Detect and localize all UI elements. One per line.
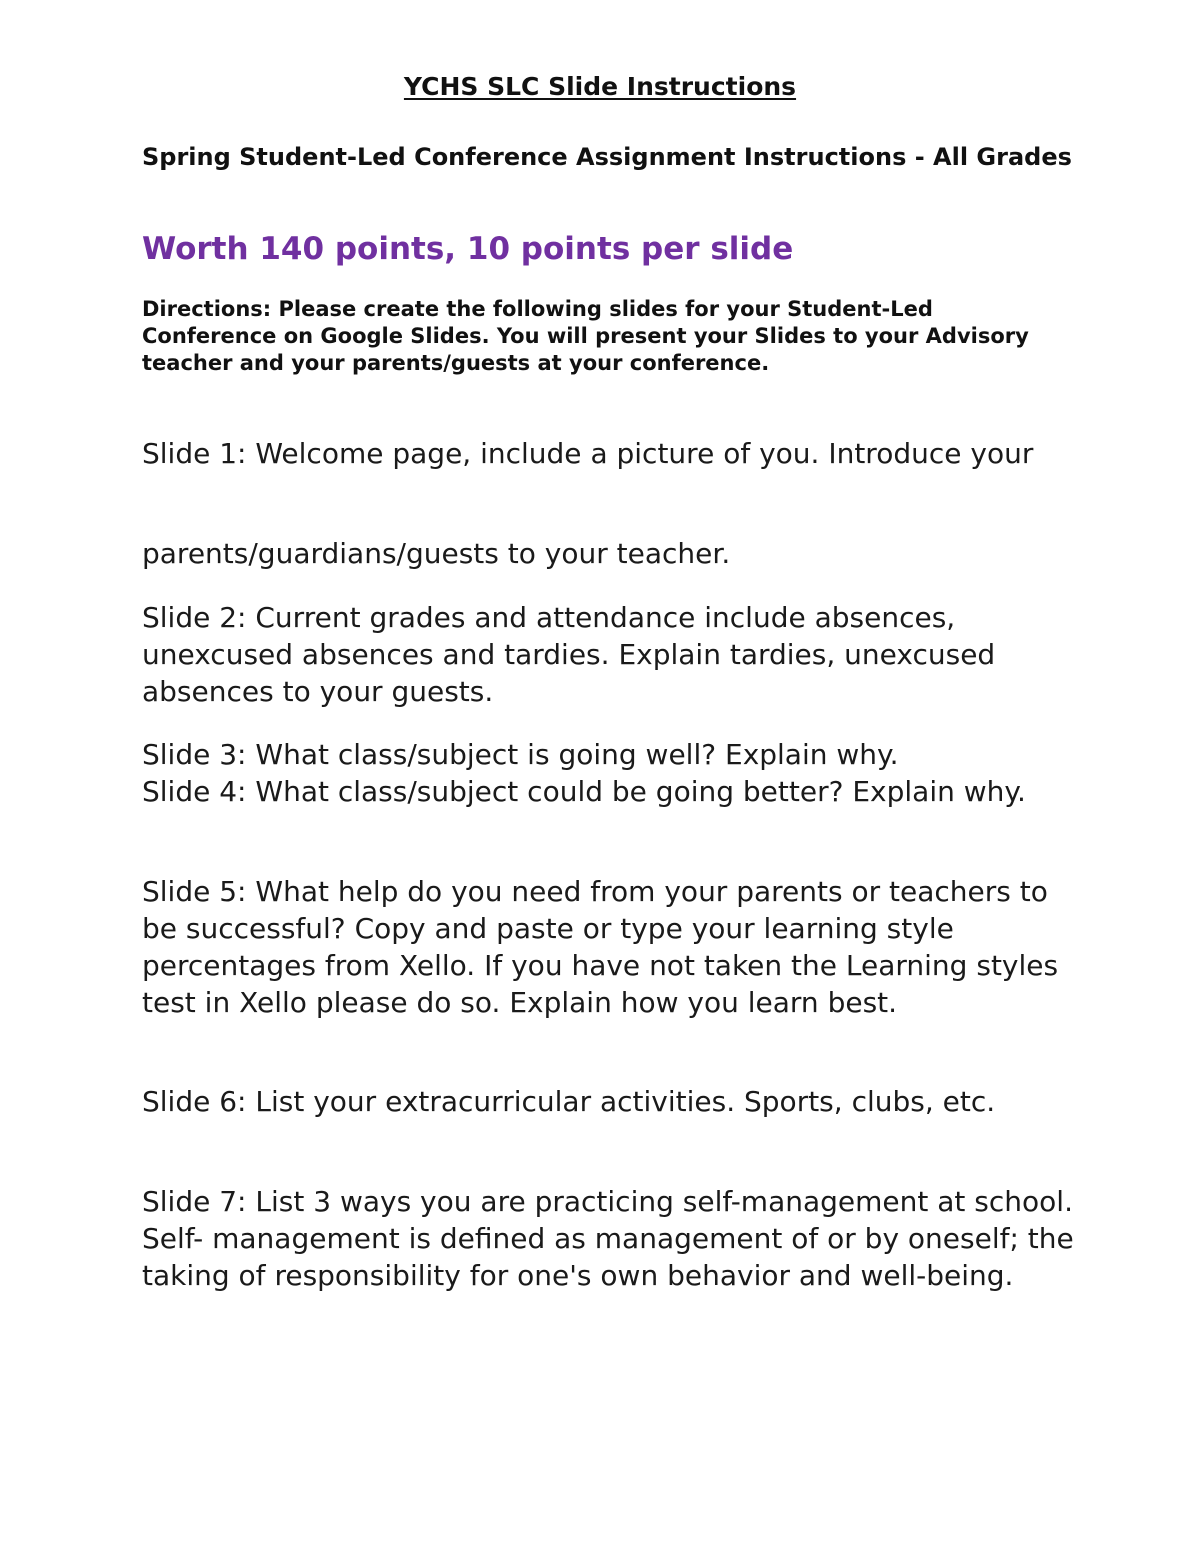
slide-3-instruction: Slide 3: What class/subject is going well? Explain why.	[142, 738, 899, 771]
slide-1-instruction: Slide 1: Welcome page, include a picture of you. Introduce your	[142, 437, 1034, 470]
slide-1-instruction-continued: parents/guardians/guests to your teacher.	[142, 537, 731, 570]
points-heading: Worth 140 points, 10 points per slide	[142, 231, 794, 267]
slide-7-instruction: Slide 7: List 3 ways you are practicing self-management at school. Self- management is defined as management of or by oneself; the taking of responsibility for one's own behavior and well-being.	[142, 1185, 1074, 1292]
slide-6-instruction: Slide 6: List your extracurricular activities. Sports, clubs, etc.	[142, 1085, 996, 1118]
directions-paragraph: Directions: Please create the following slides for your Student-Led Conference on Google Slides. You will present your Slides to your Advisory teacher and your parents/guests at your conference.	[142, 297, 1029, 375]
slide-5-instruction: Slide 5: What help do you need from your parents or teachers to be successful? Copy and paste or type your learning style percentages from Xello. If you have not taken the Learning styles test in Xello please do so. Explain how you learn best.	[142, 875, 1059, 1019]
document-title: YCHS SLC Slide Instructions	[403, 72, 797, 101]
slide-2-instruction: Slide 2: Current grades and attendance include absences, unexcused absences and tardies. Explain tardies, unexcused absences to your guests.	[142, 601, 996, 708]
slide-4-instruction: Slide 4: What class/subject could be going better? Explain why.	[142, 775, 1026, 808]
document-subtitle: Spring Student-Led Conference Assignment Instructions - All Grades	[142, 143, 1072, 171]
